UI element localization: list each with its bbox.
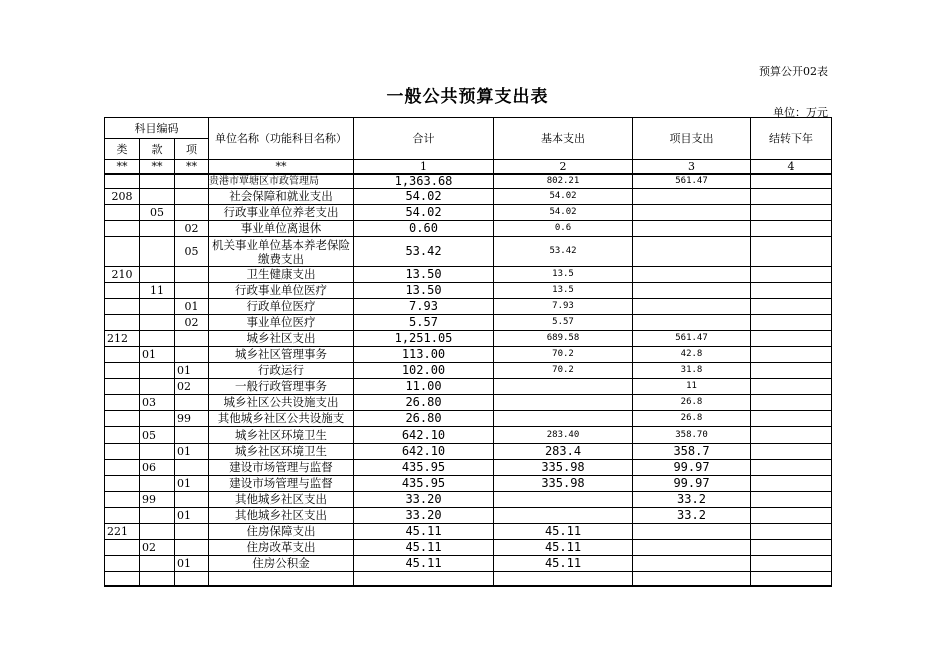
- cell-carry: [751, 476, 832, 492]
- cell-kuan: 02: [140, 540, 175, 556]
- table-row: [105, 174, 832, 189]
- table-row: [105, 492, 832, 508]
- cell-kuan: [140, 444, 175, 460]
- cell-xiang: 02: [175, 315, 209, 331]
- cell-basic: 54.02: [494, 189, 633, 205]
- table-row: [105, 267, 832, 283]
- header-subject-code: 科目编码: [105, 118, 209, 139]
- cell-lei: [105, 411, 140, 427]
- cell-xiang: 99: [175, 411, 209, 427]
- index-kuan: **: [140, 160, 175, 175]
- cell-project: [633, 572, 751, 586]
- cell-project: [633, 315, 751, 331]
- cell-lei: 212: [105, 331, 140, 347]
- cell-name: 贵港市覃塘区市政管理局: [209, 174, 354, 189]
- table-row: [105, 556, 832, 572]
- cell-total: 45.11: [354, 556, 494, 572]
- table-row: [105, 540, 832, 556]
- cell-kuan: [140, 331, 175, 347]
- cell-xiang: [175, 283, 209, 299]
- cell-carry: [751, 205, 832, 221]
- cell-name: 事业单位医疗: [209, 315, 354, 331]
- cell-xiang: [175, 540, 209, 556]
- cell-total: 26.80: [354, 411, 494, 427]
- cell-xiang: [175, 331, 209, 347]
- cell-basic: 335.98: [494, 460, 633, 476]
- cell-xiang: [175, 174, 209, 189]
- cell-xiang: [175, 267, 209, 283]
- cell-project: 99.97: [633, 460, 751, 476]
- cell-project: 358.7: [633, 444, 751, 460]
- cell-xiang: [175, 189, 209, 205]
- cell-basic: 45.11: [494, 556, 633, 572]
- cell-carry: [751, 540, 832, 556]
- cell-kuan: [140, 315, 175, 331]
- table-row: [105, 427, 832, 444]
- cell-lei: 210: [105, 267, 140, 283]
- cell-project: 42.8: [633, 347, 751, 363]
- cell-name: 行政单位医疗: [209, 299, 354, 315]
- cell-total: 7.93: [354, 299, 494, 315]
- table-row: [105, 411, 832, 427]
- cell-lei: [105, 347, 140, 363]
- cell-name: 城乡社区公共设施支出: [209, 395, 354, 411]
- cell-kuan: 03: [140, 395, 175, 411]
- cell-total: 54.02: [354, 205, 494, 221]
- table-body: [105, 174, 832, 586]
- cell-carry: [751, 174, 832, 189]
- cell-name: 住房改革支出: [209, 540, 354, 556]
- cell-kuan: 06: [140, 460, 175, 476]
- cell-total: 53.42: [354, 237, 494, 267]
- cell-basic: 7.93: [494, 299, 633, 315]
- cell-total: 33.20: [354, 492, 494, 508]
- cell-project: 26.8: [633, 395, 751, 411]
- cell-lei: [105, 556, 140, 572]
- cell-carry: [751, 460, 832, 476]
- table-row: [105, 508, 832, 524]
- cell-name: 一般行政管理事务: [209, 379, 354, 395]
- cell-kuan: 99: [140, 492, 175, 508]
- cell-total: [354, 572, 494, 586]
- table-row: [105, 444, 832, 460]
- cell-carry: [751, 556, 832, 572]
- index-total: 1: [354, 160, 494, 175]
- cell-name: 城乡社区支出: [209, 331, 354, 347]
- cell-name: 其他城乡社区支出: [209, 492, 354, 508]
- cell-xiang: 01: [175, 556, 209, 572]
- cell-kuan: [140, 363, 175, 379]
- unit-label: 单位：万元: [773, 106, 828, 119]
- cell-basic: 802.21: [494, 174, 633, 189]
- index-row: [105, 160, 832, 175]
- cell-carry: [751, 189, 832, 205]
- cell-basic: 5.57: [494, 315, 633, 331]
- cell-lei: [105, 492, 140, 508]
- cell-project: 561.47: [633, 331, 751, 347]
- cell-xiang: 02: [175, 221, 209, 237]
- header-project: 项目支出: [633, 118, 751, 160]
- cell-total: 0.60: [354, 221, 494, 237]
- cell-basic: 45.11: [494, 540, 633, 556]
- cell-lei: 221: [105, 524, 140, 540]
- cell-project: 11: [633, 379, 751, 395]
- header-name: 单位名称（功能科目名称）: [209, 118, 354, 160]
- cell-lei: [105, 221, 140, 237]
- cell-lei: [105, 299, 140, 315]
- cell-project: [633, 237, 751, 267]
- cell-total: 435.95: [354, 460, 494, 476]
- cell-name: 建设市场管理与监督: [209, 460, 354, 476]
- cell-carry: [751, 379, 832, 395]
- header-total: 合计: [354, 118, 494, 160]
- cell-carry: [751, 508, 832, 524]
- cell-kuan: [140, 379, 175, 395]
- cell-lei: [105, 283, 140, 299]
- cell-total: 642.10: [354, 427, 494, 444]
- cell-name: 其他城乡社区公共设施支: [209, 411, 354, 427]
- cell-kuan: 05: [140, 205, 175, 221]
- cell-xiang: [175, 395, 209, 411]
- cell-name: 住房保障支出: [209, 524, 354, 540]
- cell-basic: 689.58: [494, 331, 633, 347]
- cell-lei: [105, 315, 140, 331]
- cell-carry: [751, 267, 832, 283]
- cell-basic: 54.02: [494, 205, 633, 221]
- cell-total: 13.50: [354, 283, 494, 299]
- table-row: [105, 347, 832, 363]
- cell-basic: 13.5: [494, 267, 633, 283]
- table-code-label: 预算公开02表: [759, 65, 828, 78]
- table-row: [105, 205, 832, 221]
- cell-basic: [494, 379, 633, 395]
- cell-name: 社会保障和就业支出: [209, 189, 354, 205]
- cell-basic: 45.11: [494, 524, 633, 540]
- cell-name: 城乡社区环境卫生: [209, 427, 354, 444]
- header-xiang: 项: [175, 139, 209, 160]
- cell-project: [633, 283, 751, 299]
- cell-project: 31.8: [633, 363, 751, 379]
- cell-project: [633, 205, 751, 221]
- cell-xiang: [175, 205, 209, 221]
- table-row: [105, 221, 832, 237]
- cell-xiang: 01: [175, 363, 209, 379]
- index-basic: 2: [494, 160, 633, 175]
- header-carry: 结转下年: [751, 118, 832, 160]
- cell-carry: [751, 331, 832, 347]
- cell-xiang: 02: [175, 379, 209, 395]
- table-row: [105, 283, 832, 299]
- cell-lei: [105, 205, 140, 221]
- cell-kuan: 01: [140, 347, 175, 363]
- cell-basic: 283.40: [494, 427, 633, 444]
- cell-name: 住房公积金: [209, 556, 354, 572]
- table-row: [105, 524, 832, 540]
- cell-total: 435.95: [354, 476, 494, 492]
- cell-lei: 208: [105, 189, 140, 205]
- cell-project: 33.2: [633, 508, 751, 524]
- cell-project: 99.97: [633, 476, 751, 492]
- cell-project: [633, 221, 751, 237]
- index-name: **: [209, 160, 354, 175]
- cell-total: 54.02: [354, 189, 494, 205]
- budget-table: [104, 117, 832, 587]
- cell-lei: [105, 363, 140, 379]
- cell-lei: [105, 508, 140, 524]
- cell-lei: [105, 460, 140, 476]
- cell-carry: [751, 221, 832, 237]
- cell-total: 13.50: [354, 267, 494, 283]
- table-row: [105, 395, 832, 411]
- cell-project: [633, 556, 751, 572]
- cell-total: 102.00: [354, 363, 494, 379]
- cell-kuan: [140, 267, 175, 283]
- index-lei: **: [105, 160, 140, 175]
- cell-xiang: [175, 460, 209, 476]
- cell-name: 城乡社区环境卫生: [209, 444, 354, 460]
- cell-basic: [494, 508, 633, 524]
- cell-total: 11.00: [354, 379, 494, 395]
- cell-carry: [751, 572, 832, 586]
- table-row: [105, 237, 832, 267]
- cell-name: 建设市场管理与监督: [209, 476, 354, 492]
- header-kuan: 款: [140, 139, 175, 160]
- cell-total: 1,363.68: [354, 174, 494, 189]
- cell-total: 5.57: [354, 315, 494, 331]
- cell-basic: [494, 492, 633, 508]
- cell-kuan: [140, 174, 175, 189]
- cell-kuan: [140, 476, 175, 492]
- cell-total: 45.11: [354, 524, 494, 540]
- cell-kuan: [140, 508, 175, 524]
- cell-lei: [105, 237, 140, 267]
- cell-kuan: [140, 189, 175, 205]
- cell-lei: [105, 540, 140, 556]
- cell-kuan: [140, 411, 175, 427]
- cell-carry: [751, 524, 832, 540]
- cell-lei: [105, 395, 140, 411]
- cell-basic: [494, 395, 633, 411]
- cell-carry: [751, 237, 832, 267]
- cell-carry: [751, 299, 832, 315]
- cell-project: 358.70: [633, 427, 751, 444]
- cell-name: 城乡社区管理事务: [209, 347, 354, 363]
- cell-name: 行政事业单位医疗: [209, 283, 354, 299]
- cell-kuan: [140, 221, 175, 237]
- cell-name: 机关事业单位基本养老保险缴费支出: [209, 237, 354, 267]
- cell-kuan: [140, 556, 175, 572]
- cell-carry: [751, 444, 832, 460]
- cell-xiang: 01: [175, 444, 209, 460]
- cell-basic: 13.5: [494, 283, 633, 299]
- index-project: 3: [633, 160, 751, 175]
- cell-carry: [751, 427, 832, 444]
- cell-project: [633, 299, 751, 315]
- index-xiang: **: [175, 160, 209, 175]
- cell-basic: [494, 411, 633, 427]
- cell-basic: 335.98: [494, 476, 633, 492]
- cell-basic: 0.6: [494, 221, 633, 237]
- cell-project: 561.47: [633, 174, 751, 189]
- cell-carry: [751, 315, 832, 331]
- cell-lei: [105, 444, 140, 460]
- cell-kuan: [140, 524, 175, 540]
- cell-name: 事业单位离退休: [209, 221, 354, 237]
- table-row: [105, 331, 832, 347]
- cell-carry: [751, 347, 832, 363]
- cell-basic: 70.2: [494, 363, 633, 379]
- cell-total: 113.00: [354, 347, 494, 363]
- cell-total: 26.80: [354, 395, 494, 411]
- cell-kuan: [140, 572, 175, 586]
- table-row: [105, 189, 832, 205]
- cell-xiang: 01: [175, 476, 209, 492]
- cell-basic: 70.2: [494, 347, 633, 363]
- table-row: [105, 460, 832, 476]
- cell-project: [633, 267, 751, 283]
- cell-lei: [105, 476, 140, 492]
- cell-total: 33.20: [354, 508, 494, 524]
- table-row: [105, 476, 832, 492]
- cell-basic: 283.4: [494, 444, 633, 460]
- cell-xiang: 01: [175, 508, 209, 524]
- cell-carry: [751, 411, 832, 427]
- cell-total: 45.11: [354, 540, 494, 556]
- cell-carry: [751, 395, 832, 411]
- index-carry: 4: [751, 160, 832, 175]
- cell-name: [209, 572, 354, 586]
- cell-project: [633, 540, 751, 556]
- cell-project: [633, 524, 751, 540]
- cell-lei: [105, 427, 140, 444]
- cell-kuan: 11: [140, 283, 175, 299]
- cell-basic: [494, 572, 633, 586]
- cell-xiang: [175, 492, 209, 508]
- table-row: [105, 363, 832, 379]
- cell-carry: [751, 283, 832, 299]
- cell-name: 卫生健康支出: [209, 267, 354, 283]
- cell-xiang: [175, 572, 209, 586]
- table-row: [105, 299, 832, 315]
- cell-carry: [751, 492, 832, 508]
- cell-lei: [105, 379, 140, 395]
- header-basic: 基本支出: [494, 118, 633, 160]
- cell-kuan: [140, 237, 175, 267]
- cell-total: 1,251.05: [354, 331, 494, 347]
- cell-xiang: [175, 524, 209, 540]
- cell-total: 642.10: [354, 444, 494, 460]
- cell-project: [633, 189, 751, 205]
- table-row: [105, 572, 832, 586]
- cell-kuan: [140, 299, 175, 315]
- cell-kuan: 05: [140, 427, 175, 444]
- cell-basic: 53.42: [494, 237, 633, 267]
- page-title: 一般公共预算支出表: [386, 87, 549, 107]
- table-row: [105, 315, 832, 331]
- cell-name: 行政运行: [209, 363, 354, 379]
- cell-name: 其他城乡社区支出: [209, 508, 354, 524]
- cell-lei: [105, 174, 140, 189]
- cell-xiang: [175, 347, 209, 363]
- cell-name: 行政事业单位养老支出: [209, 205, 354, 221]
- cell-xiang: 01: [175, 299, 209, 315]
- cell-lei: [105, 572, 140, 586]
- table-row: [105, 379, 832, 395]
- header-lei: 类: [105, 139, 140, 160]
- cell-project: 26.8: [633, 411, 751, 427]
- cell-project: 33.2: [633, 492, 751, 508]
- cell-xiang: 05: [175, 237, 209, 267]
- cell-carry: [751, 363, 832, 379]
- cell-xiang: [175, 427, 209, 444]
